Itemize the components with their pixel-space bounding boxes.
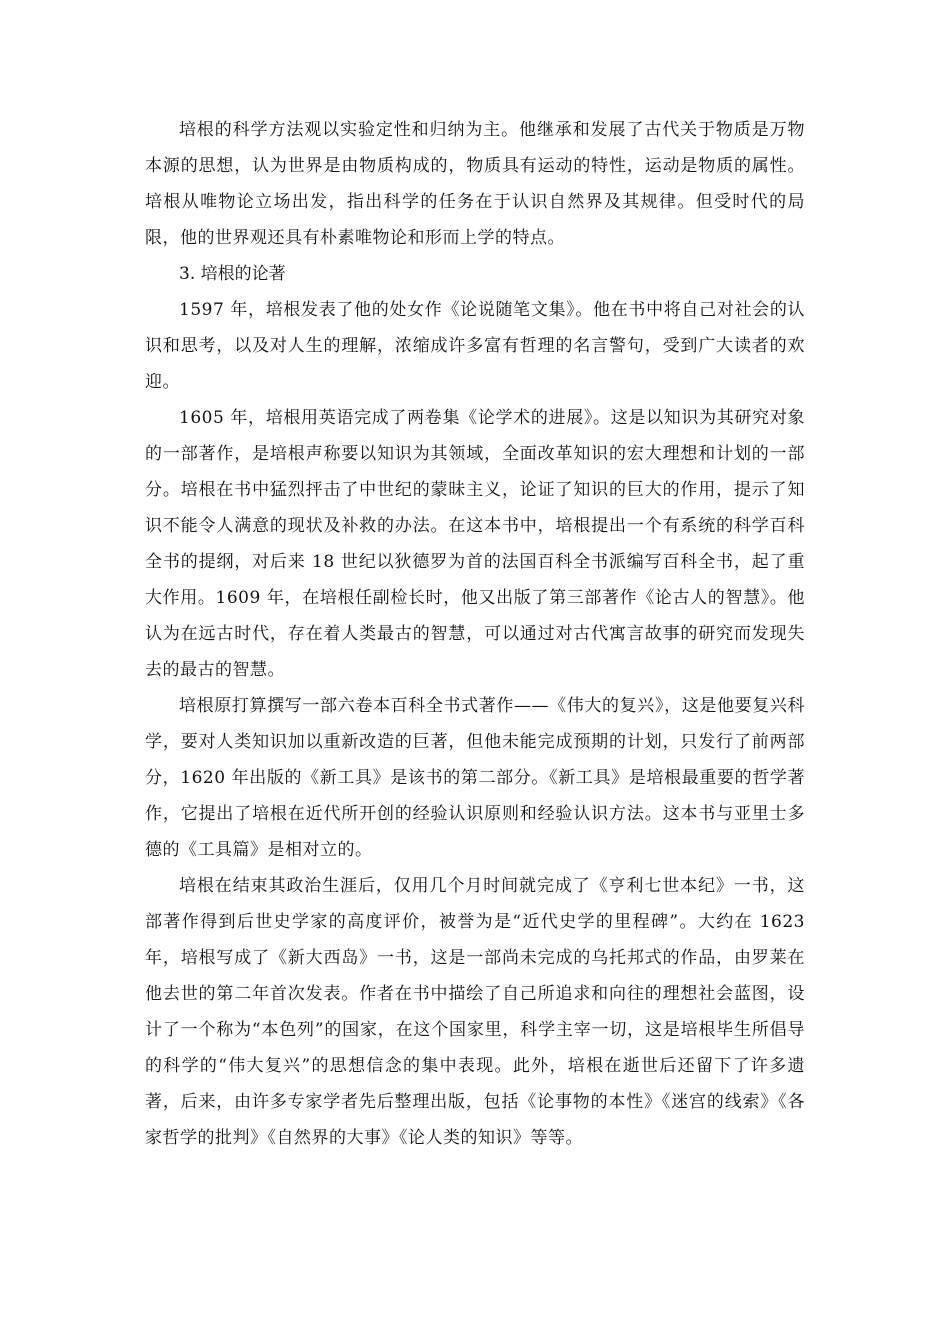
paragraph-later-works: 培根在结束其政治生涯后，仅用几个月时间就完成了《亨利七世本纪》一书，这部著作得到后世史学家的高度评价，被誉为是“近代史学的里程碑”。大约在 1623 年，培根写成了《新大西岛》一书，这是一部尚未完成的乌托邦式的作品，由罗莱在他去世的第二年首次发表。作者在书中描绘了自己所追求和向往的理想社会蓝图，设计了一个称为“本色列”的国家，在这个国家里，科学主宰一切，这是培根毕生所倡导的科学的“伟大复兴”的思想信念的集中表现。此外，培根在逝世后还留下了许多遗著，后来，由许多专家学者先后整理出版，包括《论事物的本性》《迷宫的线索》《各家哲学的批判》《自然界的大事》《论人类的知识》等等。 (145, 876, 805, 1148)
paragraph-scientific-method: 培根的科学方法观以实验定性和归纳为主。他继承和发展了古代关于物质是万物本源的思想，认为世界是由物质构成的，物质具有运动的特性，运动是物质的属性。培根从唯物论立场出发，指出科学的任务在于认识自然界及其规律。但受时代的局限，他的世界观还具有朴素唯物论和形而上学的特点。 (145, 120, 805, 248)
paragraph-great-instauration: 培根原打算撰写一部六卷本百科全书式著作——《伟大的复兴》，这是他要复兴科学，要对人类知识加以重新改造的巨著，但他未能完成预期的计划，只发行了前两部分，1620 年出版的《新工具》是该书的第二部分。《新工具》是培根最重要的哲学著作，它提出了培根在近代所开创的经验认识原则和经验认识方法。这本书与亚里士多德的《工具篇》是相对立的。 (145, 696, 805, 860)
section-heading-works: 3. 培根的论著 (179, 264, 286, 284)
paragraph-essays-1597: 1597 年，培根发表了他的处女作《论说随笔文集》。他在书中将自己对社会的认识和思考，以及对人生的理解，浓缩成许多富有哲理的名言警句，受到广大读者的欢迎。 (145, 300, 805, 392)
document-body (145, 112, 805, 1156)
paragraph-advancement-1605: 1605 年，培根用英语完成了两卷集《论学术的进展》。这是以知识为其研究对象的一部著作，是培根声称要以知识为其领域，全面改革知识的宏大理想和计划的一部分。培根在书中猛烈抨击了中世纪的蒙昧主义，论证了知识的巨大的作用，提示了知识不能令人满意的现状及补救的办法。在这本书中，培根提出一个有系统的科学百科全书的提纲，对后来 18 世纪以狄德罗为首的法国百科全书派编写百科全书，起了重大作用。1609 年，在培根任副检长时，他又出版了第三部著作《论古人的智慧》。他认为在远古时代，存在着人类最古的智慧，可以通过对古代寓言故事的研究而发现失去的最古的智慧。 (145, 408, 805, 680)
